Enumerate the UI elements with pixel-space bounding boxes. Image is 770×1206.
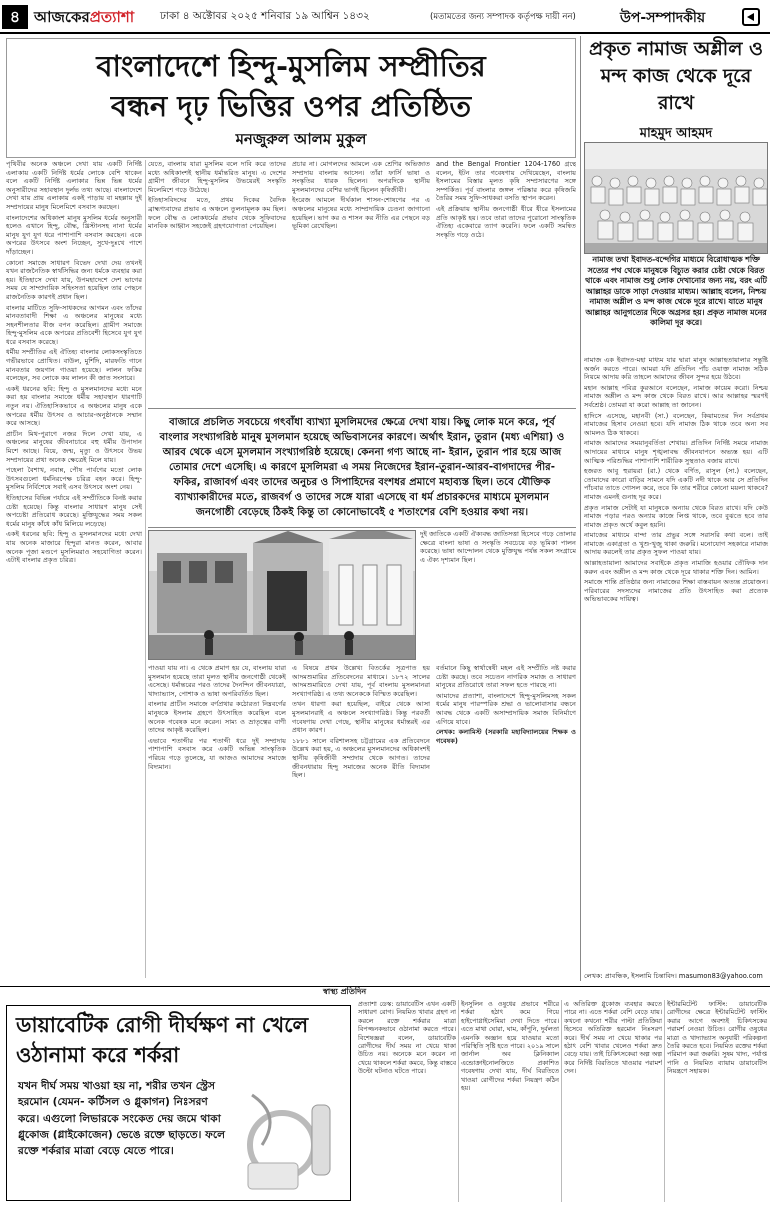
section-title: উপ-সম্পাদকীয়	[620, 10, 706, 26]
article-column-4-top	[436, 160, 576, 404]
health-intro: যখন দীর্ঘ সময় খাওয়া হয় না, শরীর তখন স্ট্রেস হরমোন (যেমন- কর্টিসল ও গ্লুকাগন) নিঃসরণ করে। এগুলো লিভারকে সংকেত দেয় জমে থাকা গ্লুকোজ (গ্লাইকোজেন) ভেঙে রক্তে ছাড়তে। ফলে রক্তে শর্করার মাত্রা বেড়ে যেতে পারে।	[14, 1076, 234, 1161]
article-column-3-top	[292, 160, 430, 404]
article-column-1	[6, 160, 142, 978]
article-column-2-top	[148, 160, 286, 404]
paragraph: হজরত আবু হুরায়রা (রা.) থেকে বর্ণিত, রাসুল (সা.) বলেছেন, তোমাদের কারো বাড়ির সামনে যদি একটি নদী থাকে আর সে প্রতিদিন পাঁচবার তাতে গোসল করে, তবে কি তার শরীরে কোনো ময়লা থাকবে? নামাজ এমনই গুনাহ দূর করে।	[584, 467, 768, 501]
paragraph: মহান আল্লাহ পবিত্র কুরআনে বলেছেন, নামাজ কায়েম করো। নিশ্চয় নামাজ অশ্লীল ও মন্দ কাজ থেকে বিরত রাখে। আর আল্লাহর স্মরণই সর্বশ্রেষ্ঠ। তোমরা যা করো আল্লাহ তা জানেন।	[584, 383, 768, 409]
paragraph: ইতিহাসের বিভিন্ন পর্যায়ে এই সম্প্রীতিকে বিনষ্ট করার চেষ্টা হয়েছে। কিন্তু বাংলার সাধারণ মানুষ সেই অপচেষ্টা প্রতিরোধ করেছে। মুক্তিযুদ্ধের সময় সকল ধর্মের মানুষ কাঁধে কাঁধ মিলিয়ে লড়েছে।	[6, 493, 142, 528]
health-column-3: এ অতিরিক্ত গ্লুকোজ ব্যবহার করতে পারে না। এতে শর্করা বেশি বেড়ে যায়। কখনো কখনো শরীর পাল্টা প্রতিক্রিয়া হিসেবে অতিরিক্ত হরমোন নিঃসরণ করে। দীর্ঘ সময় না খেয়ে থাকার পর হঠাৎ বেশি খাবার খেলেও শর্করা দ্রুত বেড়ে যায়। তাই চিকিৎসকেরা অল্প অল্প করে নির্দিষ্ট বিরতিতে খাওয়ার পরামর্শ দেন।	[564, 1000, 662, 1076]
paragraph: প্রচার না। মোগলদের আমলে এক শ্রেণির অভিজাত সম্প্রদায় বাংলায় আসেন। তাঁরা ফার্সি ভাষা ও সংস্কৃতির ধারক ছিলেন। অপরদিকে স্থানীয় মুসলমানদের বেশির ভাগই ছিলেন কৃষিজীবী।	[292, 160, 430, 194]
paragraph: বাংলার প্রাচীন সমাজে বর্ণপ্রথার কঠোরতা নিম্নবর্গের মানুষকে ইসলাম গ্রহণে উৎসাহিত করেছিল বলে অনেক গবেষক মনে করেন। সাম্য ও ভ্রাতৃত্বের বাণী তাদের আকৃষ্ট করেছিল।	[148, 700, 286, 735]
paragraph: আমাদের প্রত্যাশা, বাংলাদেশে হিন্দু-মুসলিমসহ সকল ধর্মের মানুষ পারস্পরিক শ্রদ্ধা ও ভালোবাসার বন্ধনে আবদ্ধ থেকে একটি অসাম্প্রদায়িক সমাজ বিনির্মাণে এগিয়ে যাবে।	[436, 691, 576, 726]
paragraph: বাংলার মাটিতে সুফি-সাধকদের আগমন এবং তাঁদের মানবতাবাদী শিক্ষা এ অঞ্চলের মানুষের মধ্যে সহনশীলতার বীজ বপন করেছিল। গ্রামীণ সমাজে হিন্দু-মুসলিম একে অপরের প্রতিবেশী হিসেবে যুগ যুগ ধরে বসবাস করেছে।	[6, 303, 142, 346]
health-section-label: স্বাস্থ্য প্রতিদিন	[323, 987, 367, 996]
paragraph: নামাজের মাধ্যমে বান্দা তার প্রভুর সঙ্গে সরাসরি কথা বলে। তাই নামাজে একাগ্রতা ও খুশু-খুজু থাকা জরুরি। মনোযোগ সহকারে নামাজ আদায় করলেই তার প্রকৃত সুফল পাওয়া যায়।	[584, 531, 768, 557]
pull-quote: বাজারে প্রচলিত সবচেয়ে গৎবাঁধা ব্যাখ্যা মুসলিমদের ক্ষেত্রে দেখা যায়। কিছু লোক মনে করে, পূর্ব বাংলার সংখ্যাগরিষ্ঠ মানুষ মুসলমান হয়েছে অভিবাসনের কারণে। অর্থাৎ ইরান, তুরান (মধ্য এশিয়া) ও আরব থেকে এসে মুসলমান সংখ্যাগরিষ্ঠ হয়েছে। কেননা গণ্য আছে না- ইরান, তুরান পার হয়ে আজ তোমার দেশে এসেছি। এ কারণে মুসলিমরা এ সময় নিজেদের ইরান-তুরান-আরব-বাগদাদের পীর-ফকির, রাজাবর্গ এবং তাদের অনুচর ও সিপাহিদের বংশধর প্রমাণে মহাব্যস্ত ছিল। তবে যৌক্তিক ব্যাখ্যাকারীদের মতে, রাজবর্গ ও তাদের সঙ্গে যারা এসেছে বা ধর্ম প্রচারকদের মাধ্যমে মুসলমান জনগোষ্ঠী বেড়েছে ঠিকই কিন্তু তা কোনোভাবেই ৫ শতাংশের বেশি হওয়ার কথা নয়।	[148, 408, 576, 528]
article-column-4-mid	[420, 530, 576, 664]
paragraph: ইতিহাসবিদদের মতে, প্রথম দিকের বৈদিক ব্রাহ্মণ্যবাদের প্রভাব এ অঞ্চলে তুলনামূলক কম ছিল। ফলে বৌদ্ধ ও লোকধর্মের প্রভাব থেকে সুফিবাদের মানবিক আহ্বান সহজেই গ্রহণযোগ্যতা পেয়েছিল।	[148, 196, 286, 231]
article-column-3-bottom	[292, 664, 430, 978]
main-author: মনজুরুল আলম মুকুল	[235, 130, 367, 148]
section-separator	[0, 986, 770, 998]
paragraph: নামাজ এক ইবাদত-মহা মাধ্যম যার দ্বারা মানুষ আল্লাহতায়ালার সন্তুষ্টি অর্জন করতে পারে। আমরা যদি প্রতিদিন পাঁচ ওয়াক্ত নামাজ সঠিক নিয়মে আদায় করি তাহলে আমাদের জীবন সুন্দর হয়ে উঠবে।	[584, 356, 768, 382]
column-divider	[458, 1000, 459, 1202]
right-author: মাহমুদ আহমদ	[639, 126, 713, 141]
column-divider	[664, 1000, 665, 1202]
right-headline: প্রকৃত নামাজ অশ্লীল ও মন্দ কাজ থেকে দূরে রাখে	[589, 38, 763, 114]
author-note: লেখক: কলামিস্ট (সরকারি মহাবিদ্যালয়ের শিক্ষক ও গবেষক)	[436, 728, 576, 745]
main-headline-line2: বন্ধন দৃঢ় ভিত্তির ওপর প্রতিষ্ঠিত	[110, 89, 472, 123]
paragraph: এই প্রক্রিয়ায় স্থানীয় জনগোষ্ঠী ধীরে ধীরে ইসলামের প্রতি আকৃষ্ট হয়। তবে তারা তাদের পুরোনো সাংস্কৃতিক ঐতিহ্য একেবারে ত্যাগ করেনি। ফলে একটি সমন্বিত সংস্কৃতি গড়ে ওঠে।	[436, 204, 576, 239]
prayer-photo-illustration	[585, 143, 768, 254]
article-column-4-bottom	[436, 664, 576, 978]
right-article-body	[584, 356, 768, 970]
paragraph: ইংরেজ আমলে দীর্ঘকাল শাসন-শোষণের পর এ অঞ্চলের মানুষের মধ্যে সাম্প্রদায়িক চেতনা জাগানো হয়েছিল। ভাগ কর ও শাসন কর নীতি এর পেছনে বড় ভূমিকা রেখেছিল।	[292, 196, 430, 231]
article-photo	[148, 530, 416, 660]
paragraph: ১৮৮১ সালে বরিশালসহ চট্টগ্রামের এক প্রতিবেদনে উল্লেখ করা হয়, এ অঞ্চলের মুসলমানদের অধিকাংশই স্থানীয় কৃষিজীবী সম্প্রদায় থেকে আগত। তাদের জীবনধারায় হিন্দু সমাজের অনেক রীতি বিদ্যমান ছিল।	[292, 736, 430, 780]
page-number: ৪	[2, 5, 28, 29]
paragraph: সমাজে শান্তি প্রতিষ্ঠার জন্য নামাজের শিক্ষা বাস্তবায়ন অত্যন্ত প্রয়োজন। পরিবারের সদস্যদের নামাজের প্রতি উৎসাহিত করা প্রত্যেক অভিভাবকের দায়িত্ব।	[584, 578, 768, 604]
column-divider	[580, 36, 581, 981]
paragraph: পহেলা বৈশাখ, নবান্ন, পৌষ পার্বণের মতো লোক উৎসবগুলো ধর্মনিরপেক্ষ চরিত্র বহন করে। হিন্দু-মুসলিম নির্বিশেষে সবাই এসব উৎসবে অংশ নেয়।	[6, 466, 142, 492]
paragraph: এভাবে শতাব্দীর পর শতাব্দী ধরে দুই সম্প্রদায় পাশাপাশি বসবাস করে একটি অভিন্ন সাংস্কৃতিক পরিচয় গড়ে তুলেছে, যা আজও আমাদের সমাজে বিদ্যমান।	[148, 736, 286, 771]
header-date: ঢাকা ৪ অক্টোবর ২০২৫ শনিবার ১৯ আশ্বিন ১৪৩২	[160, 10, 370, 22]
column-divider	[145, 160, 146, 978]
column-divider	[561, 1000, 562, 1202]
header-note: (মতামতের জন্য সম্পাদক কর্তৃপক্ষ দায়ী নন)	[430, 12, 576, 22]
temple-photo-illustration	[149, 531, 416, 660]
paragraph: একই ধরনের ছবি: হিন্দু ও মুসলমানদের মধ্যে মনে করা হয় বাংলার সমাজে ধর্মীয় সহাবস্থান ধারণাটি নতুন নয়। ঐতিহাসিকভাবে এ অঞ্চলের মানুষ একে অপরের ধর্মীয় উৎসব ও আচার-অনুষ্ঠানকে সম্মান করে আসছে।	[6, 384, 142, 428]
health-column-1: প্রত্যাশা ডেস্ক: ডায়াবেটিস এখন একটি সাধারণ রোগ। নিয়মিত খাবার গ্রহণ না করলে রক্তে শর্করার মাত্রা বিপজ্জনকভাবে ওঠানামা করতে পারে। বিশেষজ্ঞরা বলেন, ডায়াবেটিক রোগীদের দীর্ঘ সময় না খেয়ে থাকা উচিত নয়। অনেকে মনে করেন না খেয়ে থাকলে শর্করা কমবে, কিন্তু বাস্তবে উল্টো ঘটনাও ঘটতে পারে।	[358, 1000, 456, 1076]
health-column-4: ইন্টারমিটেন্ট ফাস্টিং: ডায়াবেটিক রোগীদের ক্ষেত্রে ইন্টারমিটেন্ট ফাস্টিং করার আগে অবশ্যই চিকিৎসকের পরামর্শ নেওয়া উচিত। রোগীর ওষুধের মাত্রা ও খাদ্যাভ্যাস অনুযায়ী পরিকল্পনা তৈরি করতে হবে। নিয়মিত রক্তের শর্করা পরিমাপ করা জরুরি। সুষম খাদ্য, পর্যাপ্ত পানি ও নিয়মিত ব্যায়াম ডায়াবেটিস নিয়ন্ত্রণে সহায়ক।	[667, 1000, 767, 1076]
paragraph: হাদিসে এসেছে, মহানবী (সা.) বলেছেন, কিয়ামতের দিন সর্বপ্রথম নামাজের হিসাব নেওয়া হবে। যদি নামাজ ঠিক থাকে তবে অন্য সব আমলও ঠিক থাকবে।	[584, 411, 768, 437]
right-photo-caption: নামাজ তথা ইবাদত-বন্দেগির মাধ্যমে বিরোধাত্মক শক্তি সত্যের পথ থেকে মানুষকে বিচ্যুত করার চেষ্টা থেকে বিরত থাকে এবং নামাজ শুধু লোক দেখানোর জন্য নয়, বরং এটি আল্লাহর ডাকে সাড়া দেওয়ার মাধ্যম। আল্লাহ বলেন, নিশ্চয় নামাজ অশ্লীল ও মন্দ কাজ থেকে দূরে রাখে। যাতে মানুষ আল্লাহর আনুগত্যের দিকে অগ্রসর হয়। প্রকৃত নামাজ মনের কালিমা দূর করে।	[585, 255, 767, 327]
paragraph: পৃথিবীর অনেক অঞ্চলে দেখা যায় একটি নির্দিষ্ট এলাকায় একটি নির্দিষ্ট ধর্মের লোকে বেশি থাকেন বলে একটি নির্দিষ্ট এলাকার ভিন্ন ভিন্ন ধর্মের অনুসারীদের সহাবস্থান দুর্লভ তথ্য আছে। বাংলাদেশে দেখা যায় প্রায় এলাকায় একই পাড়ায় বা মহল্লায় দুই সম্প্রদায়ের মানুষ মিলেমিশে বসবাস করছেন।	[6, 160, 142, 211]
paragraph: প্রকৃত নামাজ সেটাই যা মানুষকে অন্যায় থেকে বিরত রাখে। যদি কেউ নামাজ পড়ার পরও অন্যায় কাজে লিপ্ত থাকে, তবে বুঝতে হবে তার নামাজ প্রকৃত অর্থে কবুল হয়নি।	[584, 503, 768, 529]
paragraph: একই ধরনের ছবি: হিন্দু ও মুসলমানদের মধ্যে দেখা যায় অনেক মাজারে হিন্দুরা মানত করেন, আবার অনেক পূজা মণ্ডপে মুসলিমরাও সহযোগিতা করেন। এটাই বাংলার প্রকৃত চরিত্র।	[6, 530, 142, 565]
paragraph: কোনো সমাজে সাধারণ বিভেদ দেখা দেয় তখনই যখন রাজনৈতিক স্বার্থসিদ্ধির জন্য ধর্মকে ব্যবহার করা হয়। ইতিহাসে দেখা যায়, উপমহাদেশে দেশ ভাগের সময় যে সাম্প্রদায়িক সহিংসতা হয়েছিল তার পেছনে রাজনৈতিক কারণই প্রধান ছিল।	[6, 258, 142, 301]
article-column-2-bottom	[148, 664, 286, 978]
health-headline: ডায়াবেটিক রোগী দীর্ঘক্ষণ না খেলে ওঠানামা করে শর্করা	[16, 1013, 309, 1067]
paragraph: যেতে, বাংলায় যারা মুসলিম বলে দাবি করে তাদের মধ্যে অধিকাংশই স্থানীয় ধর্মান্তরিত মানুষ। এ দেশের গ্রামীণ জীবনে হিন্দু-মুসলিম উভয়েরই সংস্কৃতি মিলেমিশে গড়ে উঠেছে।	[148, 160, 286, 194]
paragraph: নামাজ আমাদের সময়ানুবর্তিতা শেখায়। প্রতিদিন নির্দিষ্ট সময়ে নামাজ আদায়ের মাধ্যমে মানুষ শৃঙ্খলাবদ্ধ জীবনযাপনে অভ্যস্ত হয়। এটি আত্মিক পরিশুদ্ধির পাশাপাশি শারীরিক সুস্থতাও বজায় রাখে।	[584, 439, 768, 465]
paragraph: তখন ধারণা করা হয়েছিল, বাইরে থেকে আসা মুসলমানরাই এ অঞ্চলে সংখ্যাগরিষ্ঠ। কিন্তু পরবর্তী গবেষণায় দেখা গেছে, স্থানীয় মানুষের ধর্মান্তরই এর প্রধান কারণ।	[292, 700, 430, 735]
paragraph: ধর্মীয় সম্প্রীতির এই ঐতিহ্য বাংলার লোকসংস্কৃতিতে গভীরভাবে প্রোথিত। বাউল, মুর্শিদি, মারফতি গানে মানবতার জয়গান গাওয়া হয়েছে। লালন ফকির বলেছেন, সব লোকে কয় লালন কী জাত সংসারে।	[6, 348, 142, 383]
logo-part2: প্রত্যাশা	[89, 8, 135, 26]
paragraph: and the Bengal Frontier 1204-1760 গ্রন্থে বলেন, ইটন তার গবেষণায় দেখিয়েছেন, বাংলায় ইসলামের বিস্তার মূলত কৃষি সম্প্রসারণের সঙ্গে সম্পর্কিত। পূর্ব বাংলার জঙ্গল পরিষ্কার করে কৃষিজমি তৈরির সময় সুফি-সাধকরা বসতি স্থাপন করেন।	[436, 160, 576, 203]
paragraph: দুই জাতিকে একটি ঐক্যবদ্ধ জাতিসত্তা হিসেবে গড়ে তোলার ক্ষেত্রে বাংলা ভাষা ও সংস্কৃতি সবচেয়ে বড় ভূমিকা পালন করেছে। ভাষা আন্দোলন থেকে মুক্তিযুদ্ধ পর্যন্ত সকল সংগ্রামে এ ঐক্য দৃশ্যমান ছিল।	[420, 530, 576, 564]
prayer-photo	[584, 142, 768, 254]
main-headline-line1: বাংলাদেশে হিন্দু-মুসলিম সম্প্রীতির	[96, 49, 486, 83]
newspaper-logo	[34, 4, 134, 30]
logo-part1: আজকের	[34, 8, 90, 26]
paragraph: এ বিষয়ে প্রথম উল্লেখ্য বিতর্কের সূত্রপাত হয় আদমশুমারির প্রতিবেদনের মাধ্যমে। ১৮৭২ সালের আদমশুমারিতে দেখা যায়, পূর্ব বাংলায় মুসলমানরা সংখ্যাগরিষ্ঠ। এ তথ্য অনেককে বিস্মিত করেছিল।	[292, 664, 430, 698]
section-arrow-icon	[742, 8, 760, 26]
paragraph: প্রাচীন মিথ-পুরাণে নজর দিলে দেখা যায়, এ অঞ্চলের মানুষের জীবনাচারে বহু ধর্মীয় উপাদান মিশে আছে। বিয়ে, জন্ম, মৃত্যু ও উৎসবে উভয় সম্প্রদায়ের প্রথা অনেক ক্ষেত্রেই মিলে যায়।	[6, 429, 142, 464]
paragraph: বাংলাদেশের অধিকাংশ মানুষ মুসলিম ধর্মের অনুসারী হলেও এখানে হিন্দু, বৌদ্ধ, খ্রিস্টানসহ নানা ধর্মের মানুষ যুগ যুগ ধরে পাশাপাশি বসবাস করছেন। একে অপরের উৎসবে অংশ নিচ্ছেন, সুখে-দুঃখে পাশে দাঁড়াচ্ছেন।	[6, 213, 142, 256]
paragraph: আল্লাহতায়ালা আমাদের সবাইকে প্রকৃত নামাজি হওয়ার তৌফিক দান করুন এবং অশ্লীল ও মন্দ কাজ থেকে দূরে থাকার শক্তি দিন। আমিন।	[584, 559, 768, 576]
paragraph: বর্তমানে কিছু স্বার্থান্বেষী মহল এই সম্প্রীতি নষ্ট করার চেষ্টা করছে। তবে সচেতন নাগরিক সমাজ ও সাধারণ মানুষের প্রতিরোধে তারা সফল হতে পারছে না।	[436, 664, 576, 690]
right-author-note: লেখক: প্রাবন্ধিক, ইসলামি চিন্তাবিদ। masumon83@yahoo.com	[584, 972, 763, 980]
paragraph: পাওয়া যায় না। এ থেকে প্রমাণ হয় যে, বাংলায় যারা মুসলমান হয়েছে তারা মূলত স্থানীয় জনগোষ্ঠী থেকেই এসেছে। ধর্মান্তরের পরও তাদের দৈনন্দিন জীবনযাত্রা, খাদ্যাভ্যাস, পোশাক ও ভাষা অপরিবর্তিত ছিল।	[148, 664, 286, 698]
main-headline	[16, 46, 566, 126]
health-column-2: ইনসুলিন ও ওষুধের প্রভাবে শরীরে শর্করা হঠাৎ কমে গিয়ে হাইপোগ্লাইসেমিয়া দেখা দিতে পারে। এতে মাথা ঘোরা, ঘাম, কাঁপুনি, দুর্বলতা এমনকি অজ্ঞান হয়ে যাওয়ার মতো পরিস্থিতি সৃষ্টি হতে পারে। ২০১৯ সালে জার্নাল অব ক্লিনিক্যাল এন্ডোক্রাইনোলজিতে প্রকাশিত গবেষণায় দেখা যায়, দীর্ঘ বিরতিতে খাওয়া রোগীদের শর্করা নিয়ন্ত্রণ কঠিন হয়।	[461, 1000, 559, 1093]
